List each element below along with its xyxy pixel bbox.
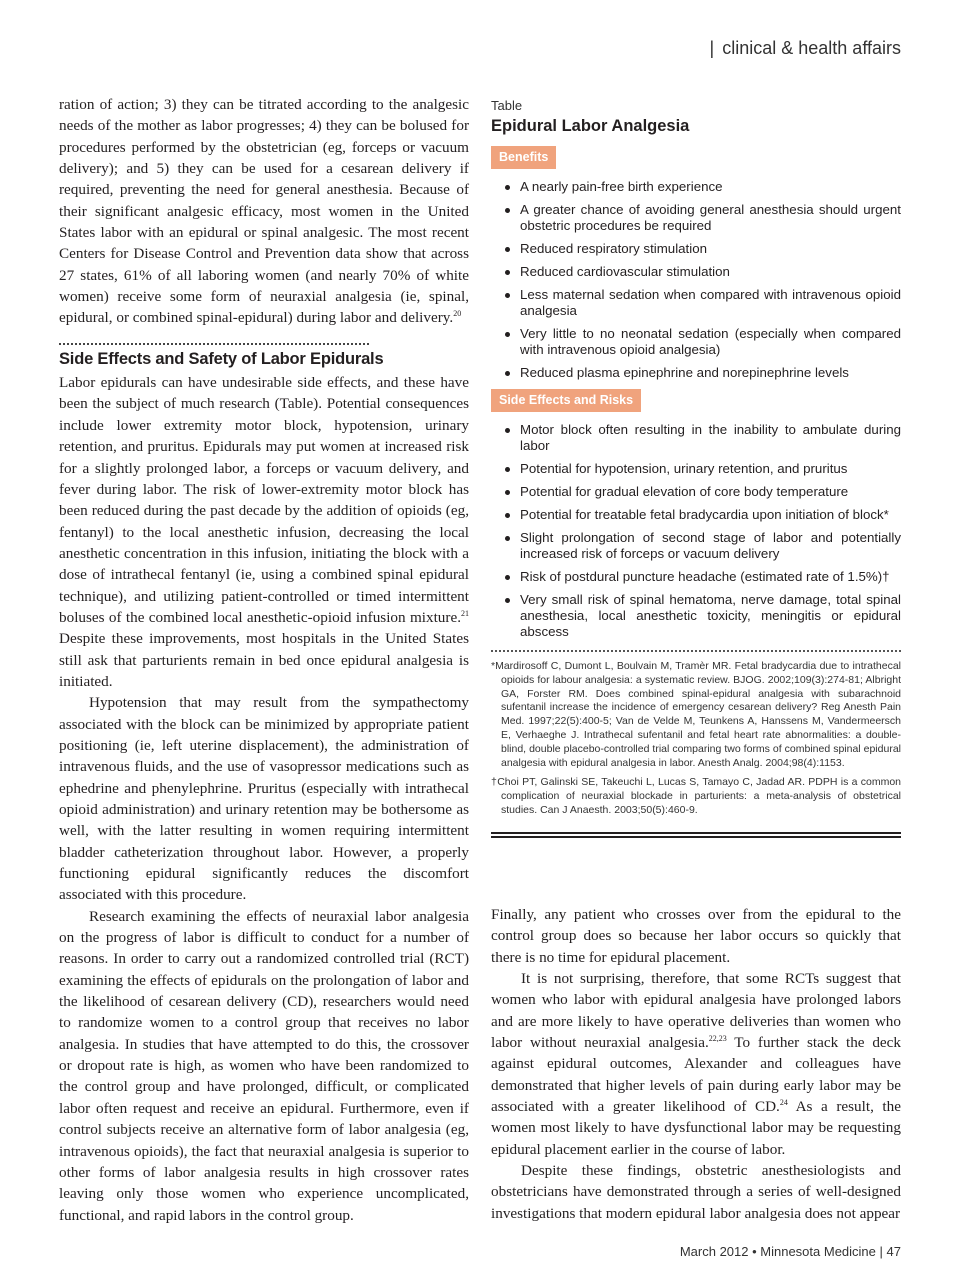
- body-paragraph: Finally, any patient who crosses over from the epidural to the control group does so because her labor occurs so quickly that there is no time for epidural placement.: [491, 906, 901, 966]
- left-column: [59, 94, 469, 1226]
- body-paragraph: Labor epidurals can have undesirable side effects, and these have been the subject of much research (Table). Potential consequences include lower extremity motor block, hypotension, urinary retention, and pruritus. Epidurals may put women at increased risk for a slightly prolonged labor, a forceps or vacuum delivery, and fever during labor. The risk of lower-extremity motor block has been reduced during the past decade by the addition of opioids (eg, fentanyl) to the local anesthetic infusion, decreasing the local anesthetic concentration in this infusion, initiating the block with a dose of intrathecal fentanyl (ie, using a combined spinal epidural technique), and utilizing patient-controlled or timed intermittent boluses of the combined local anesthetic-opioid infusion mixture.$^{21}$ Despite these improvements, most hospitals in the United States still ask that parturients remain in bed once epidural analgesia is initiated.: [59, 374, 469, 690]
- reference-marker: 24: [779, 1098, 788, 1108]
- body-paragraph: It is not surprising, therefore, that some RCTs suggest that women who labor with epidural analgesia have prolonged labors and are more likely to have operative deliveries than women who labor without neuraxial analgesia.$^{22,23}$ To further stack the deck against epidural outcomes, Alexander and colleagues have demonstrated that higher levels of pain during early labor may be associated with a greater likelihood of CD.$^{24}$ As a result, the women most likely to have dysfunctional labor may be requesting epidural placement earlier in the course of labor.: [491, 970, 901, 1158]
- section-title: clinical & health affairs: [722, 38, 901, 58]
- right-column: [491, 904, 901, 1224]
- list-item: Potential for treatable fetal bradycardia upon initiation of block*: [491, 507, 901, 523]
- page-number: 47: [886, 1244, 901, 1259]
- page-footer: [680, 1244, 901, 1259]
- table-footnote: *Mardirosoff C, Dumont L, Boulvain M, Tramèr MR. Fetal bradycardia due to intrathecal opioids for labour analgesia: a systematic review. BJOG. 2002;109(3):274-81; Albright GA, Forster RM. Does combined spinal-epidural analgesia with subarachnoid sufentanil increase the incidence of emergency cesarean delivery? Reg Anesth Pain Med. 1997;22(5):400-5; Van de Velde M, Teunkens A, Hanssens M, Vandermeersch E, Verhaeghe J. Intrathecal sufentanil and fetal heart rate abnormalities: a double-blind, double placebo-controlled trial comparing two forms of combined spinal epidural analgesia with epidural analgesia in labor. Anesth Analg. 2004;98(4):1153.: [491, 660, 901, 769]
- list-item: Very small risk of spinal hematoma, nerve damage, total spinal anesthesia, local anesthetic toxicity, meningitis or epidural abscess: [491, 592, 901, 640]
- risks-list: [491, 422, 901, 640]
- list-item: Risk of postdural puncture headache (estimated rate of 1.5%)†: [491, 569, 901, 585]
- footer-separator: |: [879, 1244, 883, 1259]
- running-header: [710, 38, 901, 59]
- list-item: Motor block often resulting in the inability to ambulate during labor: [491, 422, 901, 454]
- section-heading: Side Effects and Safety of Labor Epidurals: [59, 349, 384, 368]
- reference-marker: 21: [461, 608, 469, 618]
- footer-issue: March 2012 • Minnesota Medicine: [679, 1244, 876, 1259]
- list-item: A nearly pain-free birth experience: [491, 179, 901, 195]
- list-item: Reduced respiratory stimulation: [491, 241, 901, 257]
- benefits-list: [491, 179, 901, 381]
- risks-badge: Side Effects and Risks: [491, 389, 641, 412]
- list-item: Less maternal sedation when compared with intravenous opioid analgesia: [491, 287, 901, 319]
- list-item: Potential for gradual elevation of core body temperature: [491, 484, 901, 500]
- list-item: Very little to no neonatal sedation (especially when compared with intravenous opioid analgesia): [491, 326, 901, 358]
- table-title: Epidural Labor Analgesia: [491, 117, 690, 135]
- table-sidebar: [491, 98, 901, 838]
- body-paragraph: ration of action; 3) they can be titrated according to the analgesic needs of the mother as labor progresses; 4) they can be bolused for procedures performed by the obstetrician (eg, forceps or vacuum delivery); and 5) they can be used for a cesarean delivery if required, preventing the need for general anesthesia. Because of their significant analgesic efficacy, most women in the United States labor with an epidural or spinal analgesic. The most recent Centers for Disease Control and Prevention data show that across 27 states, 61% of all laboring women (and nearly 70% of white women) receive some form of neuraxial analgesia (ie, spinal, epidural, or combined spinal-epidural) during labor and delivery.$^{20}$: [59, 96, 469, 327]
- table-bottom-rule: [491, 832, 901, 838]
- list-item: Reduced cardiovascular stimulation: [491, 264, 901, 280]
- list-item: Potential for hypotension, urinary retention, and pruritus: [491, 461, 901, 477]
- reference-marker: 22,23: [708, 1034, 727, 1043]
- list-item: Reduced plasma epinephrine and norepinephrine levels: [491, 365, 901, 381]
- reference-marker: 20: [453, 309, 462, 319]
- body-paragraph: Hypotension that may result from the sympathectomy associated with the block can be minimized by appropriate patient positioning (ie, left uterine displacement), the administration of intravenous fluids, and the use of vasopressor medications such as ephedrine and phenylephrine. Pruritus (especially with intrathecal opioid administration) and urinary retention may be bothersome as well, with the latter resulting in women requiring intermittent bladder catheterization throughout labor. However, a properly functioning epidural significantly reduces the discomfort associated with this procedure.: [59, 694, 469, 904]
- benefits-badge: Benefits: [491, 146, 556, 169]
- list-item: A greater chance of avoiding general anesthesia should urgent obstetric procedures be required: [491, 202, 901, 234]
- footnote-divider: [491, 650, 901, 652]
- list-item: Slight prolongation of second stage of labor and potentially increased risk of forceps or vacuum delivery: [491, 530, 901, 562]
- body-paragraph: Research examining the effects of neuraxial labor analgesia on the progress of labor is difficult to conduct for a number of reasons. In order to carry out a randomized controlled trial (RCT) examining the effects of epidurals on the prolongation of labor and the likelihood of cesarean delivery (CD), researchers would need to randomize women to a control group that receives no labor analgesia. In studies that have attempted to do this, the crossover or dropout rate is high, as women who have been randomized to the control group and have prolonged, difficult, or complicated labor often request and receive an epidural. Furthermore, even if control subjects receive an alternative form of labor analgesia (eg, intravenous opioids), the fact that neuraxial analgesia is superior to other forms of labor analgesia results in high crossover rates leaving only those women who experience uncomplicated, functional, and rapid labors in the control group.: [59, 907, 469, 1224]
- table-label: Table: [491, 98, 523, 113]
- body-paragraph: Despite these findings, obstetric anesthesiologists and obstetricians have demonstrated through a series of well-designed investigations that modern epidural labor analgesia does not appear: [491, 1162, 901, 1222]
- header-separator: |: [709, 38, 715, 58]
- section-divider: [59, 343, 369, 345]
- table-footnote: †Choi PT, Galinski SE, Takeuchi L, Lucas S, Tamayo C, Jadad AR. PDPH is a common complication of neuraxial blockade in parturients: a meta-analysis of obstetrical studies. Can J Anaesth. 2003;50(5):460-9.: [491, 776, 901, 816]
